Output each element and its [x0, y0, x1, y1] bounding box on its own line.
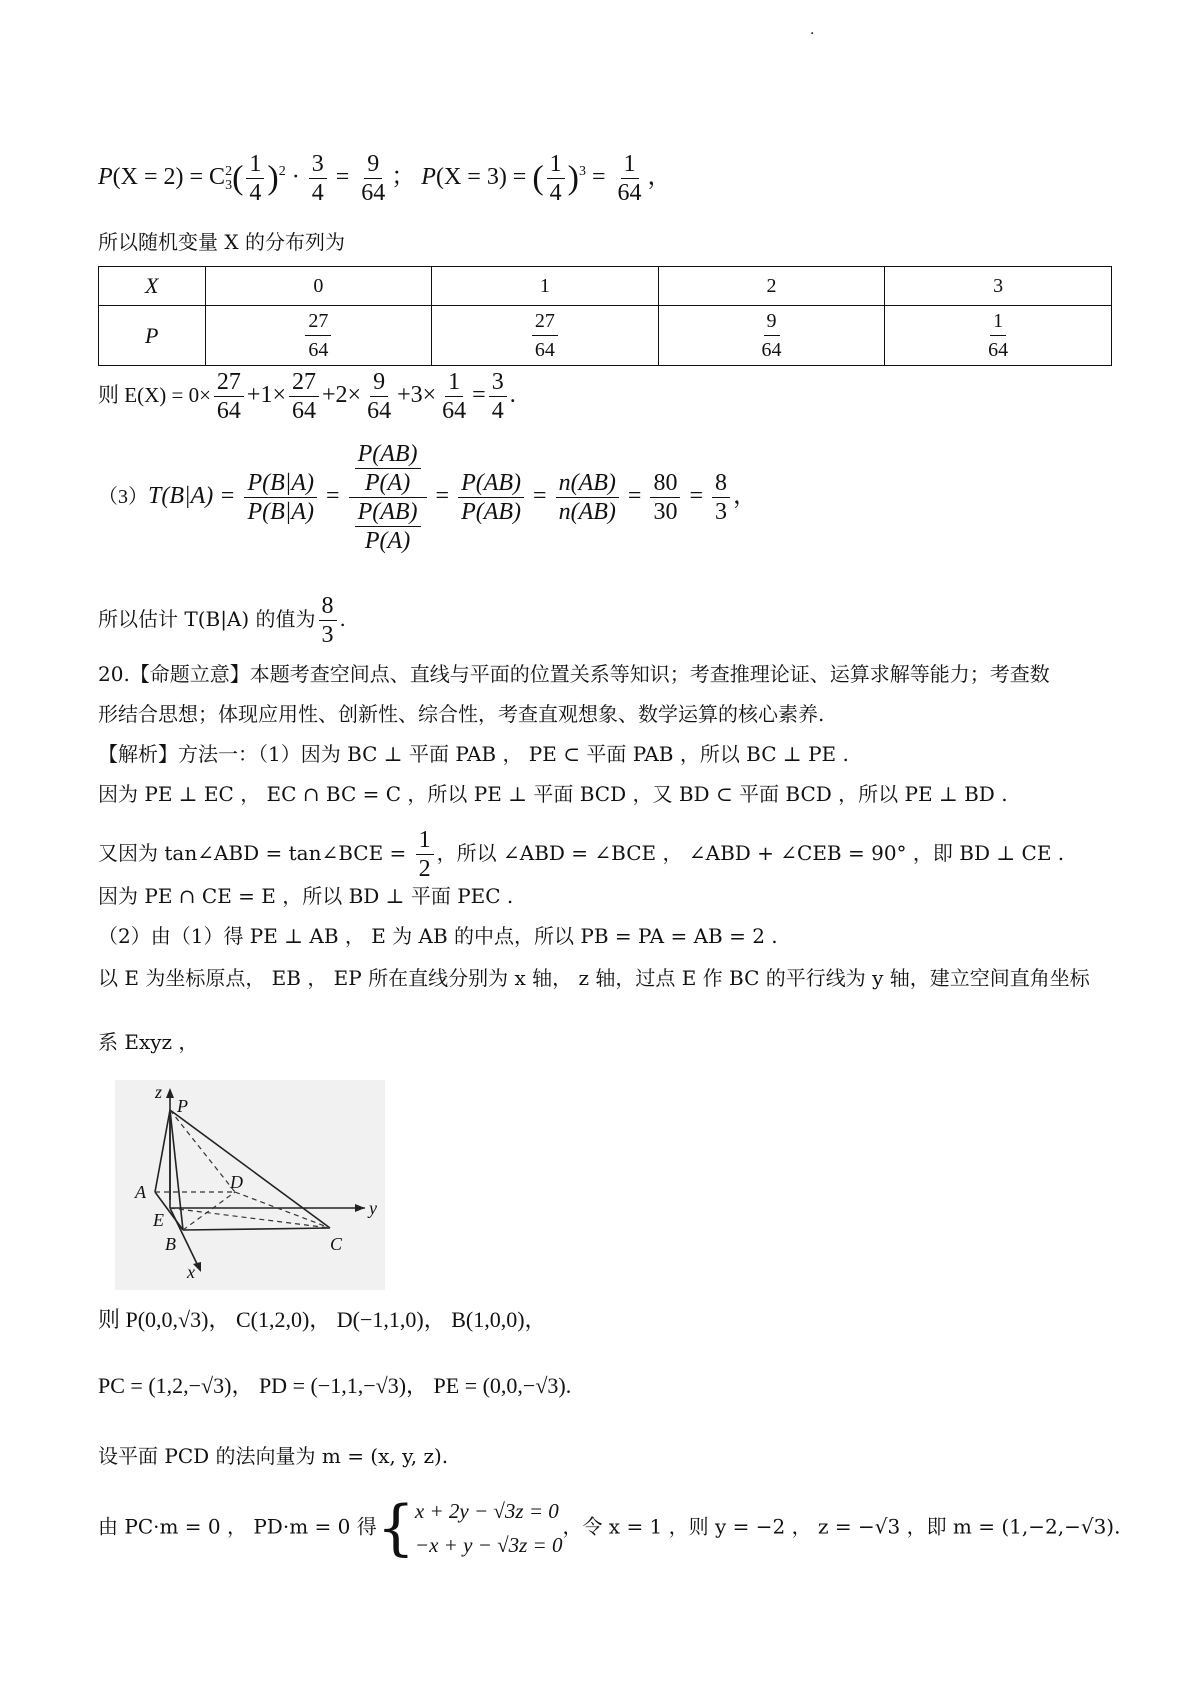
edge-bc [183, 1228, 330, 1230]
frac-num: 1 [547, 150, 565, 179]
distribution-table [98, 266, 1112, 366]
frac-den: P(B|A) [247, 499, 315, 525]
watermark-dot: . [810, 22, 815, 38]
frac-num: P(B|A) [244, 469, 317, 498]
frac-den: 64 [442, 398, 467, 424]
estimate-line [98, 592, 346, 649]
edge-pc [170, 1110, 330, 1228]
frac-den: 3 [321, 622, 334, 648]
frac-den: P(A) [364, 470, 411, 496]
frac-den: 64 [988, 339, 1009, 361]
label-z: z [155, 1082, 163, 1102]
frac-num: 1 [416, 826, 434, 855]
frac-num: 9 [364, 150, 382, 179]
comb-sup: 2 [225, 163, 233, 179]
ex-part: +3× [397, 382, 437, 409]
separator: ； [391, 164, 416, 191]
frac-den: 4 [311, 180, 324, 206]
eq1-part: (X = 3) = [435, 164, 533, 191]
table-header: 1 [432, 267, 659, 306]
ex-part: +1× [246, 382, 286, 409]
punct: . [339, 607, 346, 631]
frac-num: 1 [246, 150, 264, 179]
p-symbol: P [421, 164, 436, 191]
frac-den: 4 [549, 180, 562, 206]
frac-num: 27 [289, 368, 319, 397]
frac-num: 8 [319, 592, 337, 621]
table-cell [885, 306, 1112, 366]
normal-vector-line: 设平面 PCD 的法向量为 m = (x, y, z). [98, 1444, 449, 1468]
frac-num: P(AB) [458, 469, 524, 498]
system-eq1: x + 2y − √3z = 0 [414, 1499, 559, 1523]
table-header: X [99, 267, 206, 306]
frac-num: 1 [990, 307, 1006, 336]
label-b: B [165, 1234, 176, 1254]
frac-den: 64 [534, 339, 555, 361]
frac-den: n(AB) [558, 499, 616, 525]
table-header: 3 [885, 267, 1112, 306]
y-arrow [355, 1204, 365, 1212]
frac-den: 64 [617, 180, 642, 206]
frac-den: 2 [418, 856, 431, 882]
comb-sub: 3 [225, 177, 233, 193]
frac-num: P(AB) [355, 440, 421, 469]
solution-line6: 以 E 为坐标原点， EB ， EP 所在直线分别为 x 轴， z 轴，过点 E 作 BC 的平行线为 y 轴，建立空间直角坐标 [98, 966, 1090, 990]
frac-num: 9 [370, 368, 388, 397]
ex-part: +2× [322, 382, 362, 409]
frac-num: 8 [712, 469, 730, 498]
label-a: A [135, 1182, 146, 1202]
table-cell [658, 306, 885, 366]
frac-den: 64 [761, 339, 782, 361]
table-cell [432, 306, 659, 366]
frac-num: 27 [305, 307, 331, 336]
l3-text: 又因为 tan∠ABD = tan∠BCE = [98, 841, 413, 865]
frac-num: 3 [489, 368, 507, 397]
solution-line2: 因为 PE ⊥ EC ， EC ∩ BC = C ，所以 PE ⊥ 平面 BCD ，又 BD ⊂ 平面 BCD ，所以 PE ⊥ BD . [98, 782, 1008, 806]
exponent: 2 [278, 164, 286, 180]
label-d: D [230, 1172, 243, 1192]
t-symbol: T(B|A) = [148, 483, 236, 510]
edge-dc [235, 1192, 330, 1228]
frac-num: 3 [309, 150, 327, 179]
frac-num: P(AB) [355, 498, 421, 527]
exponent: 3 [579, 164, 586, 180]
frac-den: 64 [308, 339, 329, 361]
punct: . [509, 382, 516, 409]
frac-num: 1 [445, 368, 463, 397]
system-eq2: −x + y − √3z = 0 [414, 1533, 563, 1557]
ex-part: 则 E(X) = 0× [98, 383, 211, 408]
sys-text: 由 PC·m = 0 ， PD·m = 0 得 [98, 1514, 377, 1539]
frac-den: P(AB) [461, 499, 522, 525]
frac-den: 64 [361, 180, 386, 206]
part3-equation: （3）T(B|A) = $\frac{P(B|A)}{P(B|A)}$ = $\frac{\frac{P(AB)}{P(A)}}{\frac{P(AB)}{P(A)}}$ = $\frac{P(AB)}{P(AB)}$ = $\frac{n(AB)}{n(AB)}$ = $\frac{80}{30}$ = $\frac{8}{3}$ ， [98, 441, 757, 554]
punct: ， [647, 164, 672, 191]
frac-num: 27 [214, 368, 244, 397]
edge-pa [155, 1110, 170, 1192]
system-line [98, 1494, 1120, 1562]
solution-line5: （2）由（1）得 PE ⊥ AB ， E 为 AB 的中点，所以 PB = PA = AB = 2 . [98, 924, 778, 948]
table-header: 2 [658, 267, 885, 306]
expectation-equation [98, 368, 516, 425]
z-arrow [166, 1088, 174, 1098]
solution-line4: 因为 PE ∩ CE = E ，所以 BD ⊥ 平面 PEC . [98, 884, 514, 908]
table-row [99, 306, 1112, 366]
label-y: y [369, 1198, 377, 1218]
frac-den: 64 [292, 398, 316, 424]
compound-fraction [349, 440, 427, 555]
q20-intent-line1: 20.【命题立意】本题考查空间点、直线与平面的位置关系等知识；考查推理论证、运算求解等能力；考查数 [98, 662, 1050, 686]
frac-num: 1 [621, 150, 639, 179]
distribution-intro: 所以随机变量 X 的分布列为 [98, 230, 345, 254]
frac-den: 30 [653, 499, 678, 525]
frac-num: 9 [764, 307, 780, 336]
frac-den: 4 [249, 180, 262, 206]
frac-den: 4 [491, 398, 504, 424]
probability-equation-1: P(X = 2) = C2 3( $\frac{1}{4}$ )$^2$ · $\frac{3}{4}$ = $\frac{9}{64}$ ； P(X = 3) = ( $\frac{1}{4}$ )$^3$ = $\frac{1}{64}$ ， [98, 151, 672, 206]
vectors-line: PC = (1,2,−√3)， PD = (−1,1,−√3)， PE = (0,0,−√3). [98, 1373, 572, 1398]
est-text: 所以估计 T(B|A) 的值为 [98, 607, 316, 631]
part-label: （3） [98, 486, 148, 509]
frac-num: 27 [532, 307, 558, 336]
solution-line1: 【解析】方法一：（1）因为 BC ⊥ 平面 PAB ， PE ⊂ 平面 PAB ，所以 BC ⊥ PE . [98, 742, 849, 766]
ex-part: = [472, 382, 486, 409]
solution-line7: 系 Exyz ， [98, 1030, 199, 1054]
coordinates-line: 则 P(0,0,√3)， C(1,2,0)， D(−1,1,0)， B(1,0,0)， [98, 1307, 547, 1332]
solution-line3 [98, 826, 1064, 883]
row-label: P [99, 306, 206, 366]
brace: { [376, 1493, 415, 1563]
label-x: x [187, 1262, 195, 1282]
sys-text: ，令 x = 1 ，则 y = −2 ， z = −√3 ，即 m = (1,−2,−√3). [562, 1514, 1121, 1539]
l3-text: ，所以 ∠ABD = ∠BCE ， ∠ABD + ∠CEB = 90° ，即 BD ⊥ CE . [436, 841, 1065, 865]
q20-intent-line2: 形结合思想；体现应用性、创新性、综合性，考查直观想象、数学运算的核心素养. [98, 702, 825, 726]
label-c: C [330, 1234, 343, 1254]
coordinate-figure [115, 1080, 385, 1290]
table-cell [205, 306, 432, 366]
label-p: P [177, 1096, 188, 1116]
frac-den: P(A) [364, 528, 411, 554]
frac-num: n(AB) [556, 469, 619, 498]
label-e: E [153, 1210, 164, 1230]
eq1-part: (X = 2) = C [112, 164, 226, 191]
frac-den: 3 [715, 499, 727, 525]
table-row [99, 267, 1112, 306]
table-header: 0 [205, 267, 432, 306]
frac-num: 80 [650, 469, 680, 498]
frac-den: 64 [216, 398, 241, 424]
frac-den: 64 [367, 398, 392, 424]
punct: ， [733, 483, 757, 510]
p-symbol: P [98, 164, 113, 191]
